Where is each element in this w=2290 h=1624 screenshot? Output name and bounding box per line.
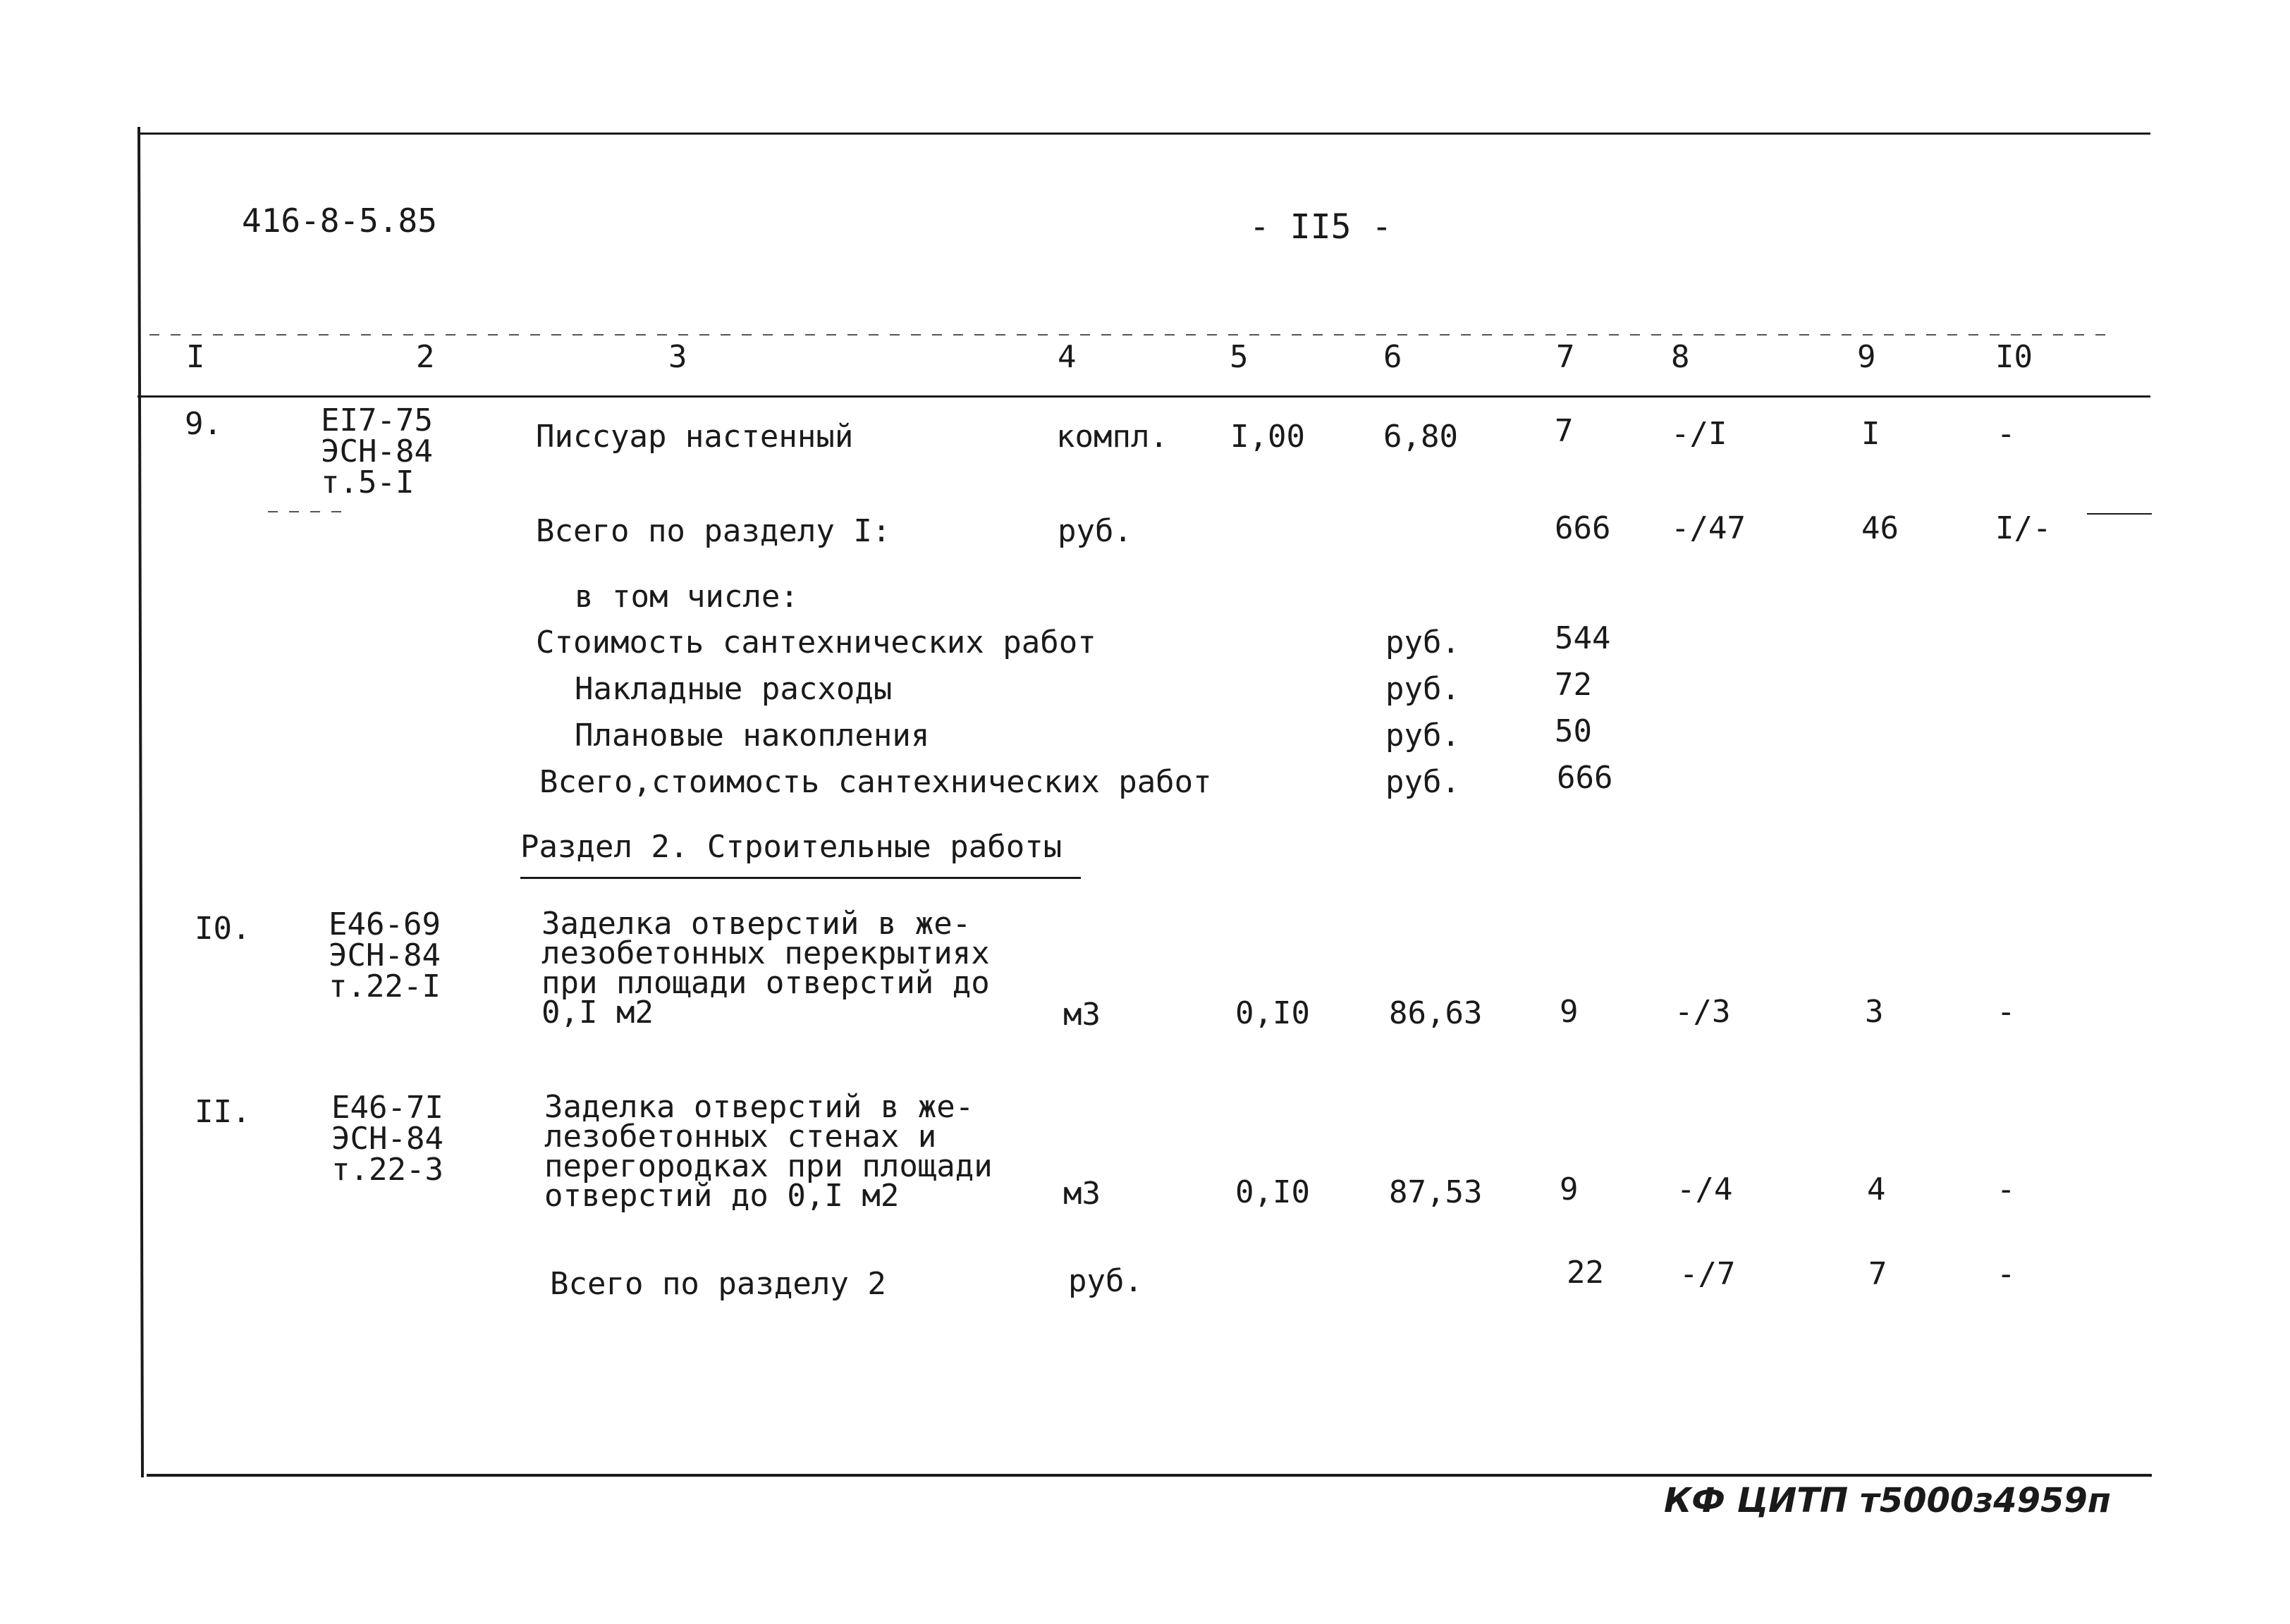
row10-code (329, 906, 441, 1004)
bottom-border (147, 1474, 2152, 1477)
total1-col10: I/- (1995, 510, 2052, 546)
breakdown-label-4: Всего,стоимость сантехнических работ (539, 764, 1212, 800)
row11-col7: 9 (1560, 1171, 1579, 1207)
row9-unit-price: 6,80 (1383, 419, 1458, 455)
row9-col8: -/I (1671, 416, 1727, 452)
total1-label: Всего по разделу I: (536, 513, 891, 549)
breakdown-value-3: 50 (1555, 713, 1592, 749)
row11-name-line1: Заделка отверстий в же- (544, 1089, 974, 1125)
row10-quantity: 0,I0 (1235, 995, 1310, 1031)
row11-col10: - (1997, 1171, 2016, 1207)
row10-col9: 3 (1865, 994, 1884, 1030)
breakdown-unit-2: руб. (1385, 671, 1460, 707)
breakdown-unit-3: руб. (1385, 718, 1460, 753)
row9-code-line1: EI7-75 (321, 402, 433, 438)
archive-stamp: КФ ЦИТП т5000з4959п (1664, 1481, 2111, 1520)
row9-code-line2: ЭСН-84 (321, 433, 433, 469)
column-header-10: I0 (1995, 339, 2033, 375)
row11-code-line3: т.22-3 (331, 1152, 443, 1188)
total1-unit: руб. (1058, 513, 1132, 549)
total2-unit: руб. (1068, 1263, 1143, 1299)
column-header-3: 3 (668, 339, 687, 375)
row11-col9: 4 (1867, 1171, 1886, 1207)
total2-col10: - (1997, 1256, 2016, 1292)
row10-number: I0. (195, 911, 251, 947)
row10-name-line2: лезобетонных перекрытиях (541, 935, 990, 971)
row10-code-line1: E46-69 (329, 906, 441, 942)
column-header-8: 8 (1671, 339, 1690, 375)
total2-col7: 22 (1567, 1255, 1604, 1291)
column-header-bottom-line (137, 395, 2150, 398)
row9-col7: 7 (1555, 413, 1574, 449)
row11-unit-price: 87,53 (1389, 1174, 1483, 1210)
row9-code-line3: т.5-I (321, 465, 415, 500)
total1-col8: -/47 (1671, 510, 1746, 546)
row11-name-line3: перегородках при площади (544, 1148, 993, 1184)
breakdown-value-1: 544 (1555, 620, 1611, 656)
row10-code-line2: ЭСН-84 (329, 937, 441, 973)
row10-unit-price: 86,63 (1389, 995, 1483, 1031)
row10-name-line4: 0,I м2 (541, 995, 654, 1031)
row9-quantity: I,00 (1230, 419, 1305, 455)
left-border (137, 127, 144, 1477)
row11-number: II. (195, 1094, 251, 1130)
row10-code-line3: т.22-I (329, 968, 441, 1004)
row11-code-line1: E46-7I (331, 1090, 443, 1126)
row10-name (541, 906, 990, 1031)
breakdown-label-1: Стоимость сантехнических работ (536, 625, 1096, 660)
row10-col10: - (1997, 994, 2016, 1030)
top-border (137, 133, 2150, 135)
section2-title-underline (520, 877, 1081, 879)
column-header-5: 5 (1230, 339, 1249, 375)
row9-code (321, 402, 433, 500)
document-code: 416-8-5.85 (242, 202, 437, 240)
row11-name-line4: отверстий до 0,I м2 (544, 1178, 900, 1214)
column-header-6: 6 (1383, 339, 1402, 375)
row10-col8: -/3 (1674, 994, 1731, 1030)
row9-unit: компл. (1056, 419, 1168, 455)
column-header-4: 4 (1058, 339, 1077, 375)
row11-name (544, 1089, 993, 1214)
breakdown-unit-1: руб. (1385, 625, 1460, 660)
row9-number: 9. (185, 406, 222, 442)
row11-name-line2: лезобетонных стенах и (544, 1119, 937, 1155)
row11-code-line2: ЭСН-84 (331, 1121, 443, 1157)
breakdown-value-4: 666 (1557, 760, 1613, 796)
row10-unit: м3 (1063, 997, 1101, 1033)
breakdown-unit-4: руб. (1385, 764, 1460, 800)
breakdown-label-3: Плановые накопления (575, 718, 930, 753)
row11-quantity: 0,I0 (1235, 1174, 1310, 1210)
column-header-top-line (149, 334, 2117, 336)
column-header-2: 2 (416, 339, 435, 375)
breakdown-label-2: Накладные расходы (575, 671, 893, 707)
breakdown-value-2: 72 (1555, 667, 1592, 703)
row9-right-stub (2087, 513, 2152, 515)
total2-col9: 7 (1868, 1256, 1887, 1292)
row10-col7: 9 (1560, 994, 1579, 1030)
total2-label: Всего по разделу 2 (550, 1266, 886, 1302)
row11-col8: -/4 (1677, 1171, 1733, 1207)
row9-col10: - (1997, 416, 2016, 452)
total2-col8: -/7 (1679, 1256, 1736, 1292)
column-header-7: 7 (1556, 339, 1575, 375)
row9-col9: I (1861, 416, 1880, 452)
column-header-9: 9 (1857, 339, 1876, 375)
total1-col7: 666 (1555, 510, 1611, 546)
row9-separator (268, 511, 353, 512)
page-number: - II5 - (1249, 207, 1392, 247)
row11-code (331, 1090, 443, 1188)
total1-col9: 46 (1861, 510, 1899, 546)
breakdown-intro: в том числе: (575, 579, 799, 615)
row10-name-line1: Заделка отверстий в же- (541, 906, 972, 942)
row11-unit: м3 (1063, 1176, 1101, 1212)
section2-title: Раздел 2. Строительные работы (520, 829, 1063, 865)
column-header-1: I (186, 339, 205, 375)
row10-name-line3: при площади отверстий до (541, 965, 990, 1001)
row9-name: Писсуар настенный (536, 419, 854, 455)
